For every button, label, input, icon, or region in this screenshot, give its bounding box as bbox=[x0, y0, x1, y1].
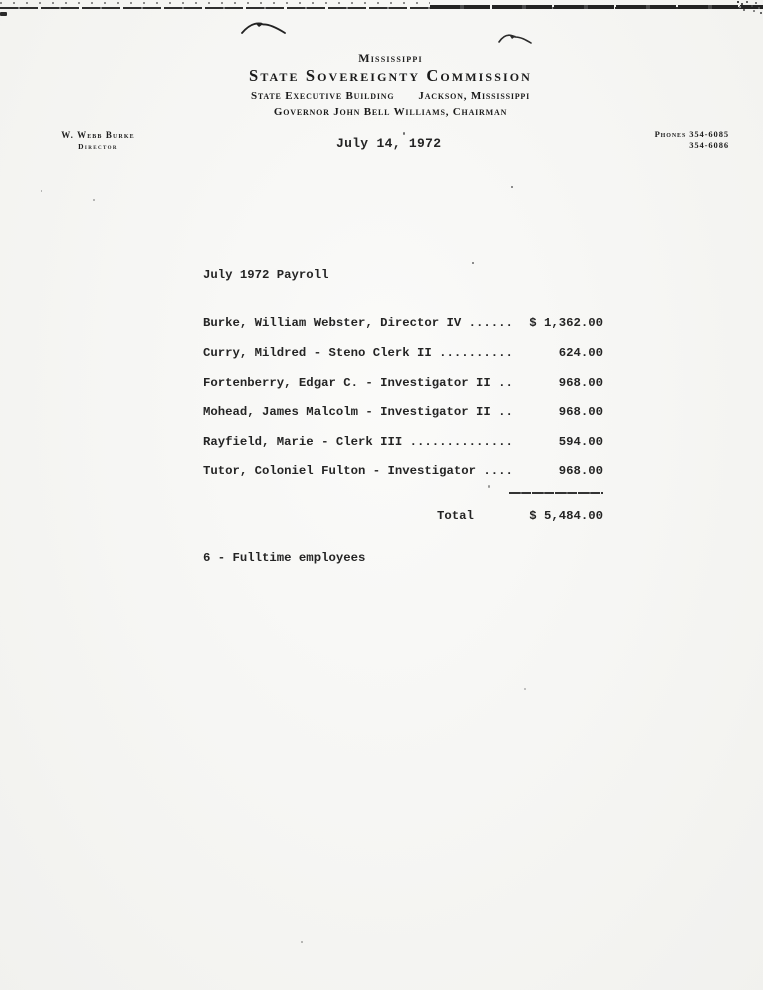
scan-speck bbox=[41, 190, 42, 192]
payroll-row-amount: 968.00 bbox=[558, 405, 603, 419]
scan-speck bbox=[301, 941, 303, 943]
letterhead-address-line bbox=[18, 90, 763, 102]
letterhead-state: Mississippi bbox=[358, 51, 423, 65]
payroll-row-amount: 624.00 bbox=[558, 346, 603, 360]
phones-block bbox=[655, 129, 729, 150]
smudge-mark-right-icon bbox=[496, 31, 534, 46]
date-line: July 14, 1972 bbox=[336, 136, 442, 151]
payroll-row-name: Rayfield, Marie - Clerk III .............. bbox=[203, 435, 513, 449]
scan-speck bbox=[511, 186, 513, 188]
employee-count-note: 6 - Fulltime employees bbox=[203, 551, 366, 565]
payroll-row bbox=[203, 464, 603, 478]
payroll-row-name: Burke, William Webster, Director IV ...... bbox=[203, 316, 513, 330]
phone-number-1: Phones 354-6085 bbox=[654, 129, 729, 139]
scan-speck bbox=[524, 688, 526, 690]
payroll-row-amount: 968.00 bbox=[558, 376, 603, 390]
payroll-row bbox=[203, 316, 603, 330]
payroll-row-name: Mohead, James Malcolm - Investigator II .. bbox=[203, 405, 513, 419]
payroll-row bbox=[203, 405, 603, 419]
director-block bbox=[50, 130, 146, 151]
payroll-row bbox=[203, 376, 603, 390]
scan-edge-dotted-artifact bbox=[0, 2, 430, 4]
payroll-row-name: Tutor, Coloniel Fulton - Investigator .... bbox=[203, 464, 513, 478]
letterhead-city: Jackson, Mississippi bbox=[418, 90, 531, 102]
smudge-mark-left-icon bbox=[238, 19, 290, 37]
payroll-row-amount: 968.00 bbox=[558, 464, 603, 478]
scan-speck bbox=[93, 199, 95, 201]
phone-number-2: 354-6086 bbox=[689, 140, 729, 150]
total-amount: $ 5,484.00 bbox=[529, 509, 603, 523]
scan-edge-blob-artifact bbox=[0, 12, 7, 16]
scan-speck bbox=[472, 262, 474, 264]
letterhead-building: State Executive Building bbox=[250, 90, 395, 102]
payroll-row-name: Fortenberry, Edgar C. - Investigator II .. bbox=[203, 376, 513, 390]
letterhead-org-name: State Sovereignty Commission bbox=[249, 66, 532, 85]
payroll-row bbox=[203, 435, 603, 449]
total-label: Total bbox=[437, 509, 474, 523]
director-title: Director bbox=[78, 142, 118, 151]
payroll-row-name: Curry, Mildred - Steno Clerk II .......... bbox=[203, 346, 513, 360]
letterhead-chairman-line: Governor John Bell Williams, Chairman bbox=[273, 106, 508, 118]
scan-speck bbox=[403, 132, 405, 135]
total-rule bbox=[509, 492, 603, 494]
payroll-row-amount: $ 1,362.00 bbox=[529, 316, 603, 330]
payroll-title: July 1972 Payroll bbox=[203, 268, 329, 282]
director-name: W. Webb Burke bbox=[61, 130, 135, 140]
scan-speck bbox=[488, 485, 490, 488]
scan-edge-thick-artifact bbox=[430, 5, 763, 9]
scan-corner-speckle-artifact bbox=[737, 1, 739, 3]
payroll-row bbox=[203, 346, 603, 360]
payroll-row-amount: 594.00 bbox=[558, 435, 603, 449]
